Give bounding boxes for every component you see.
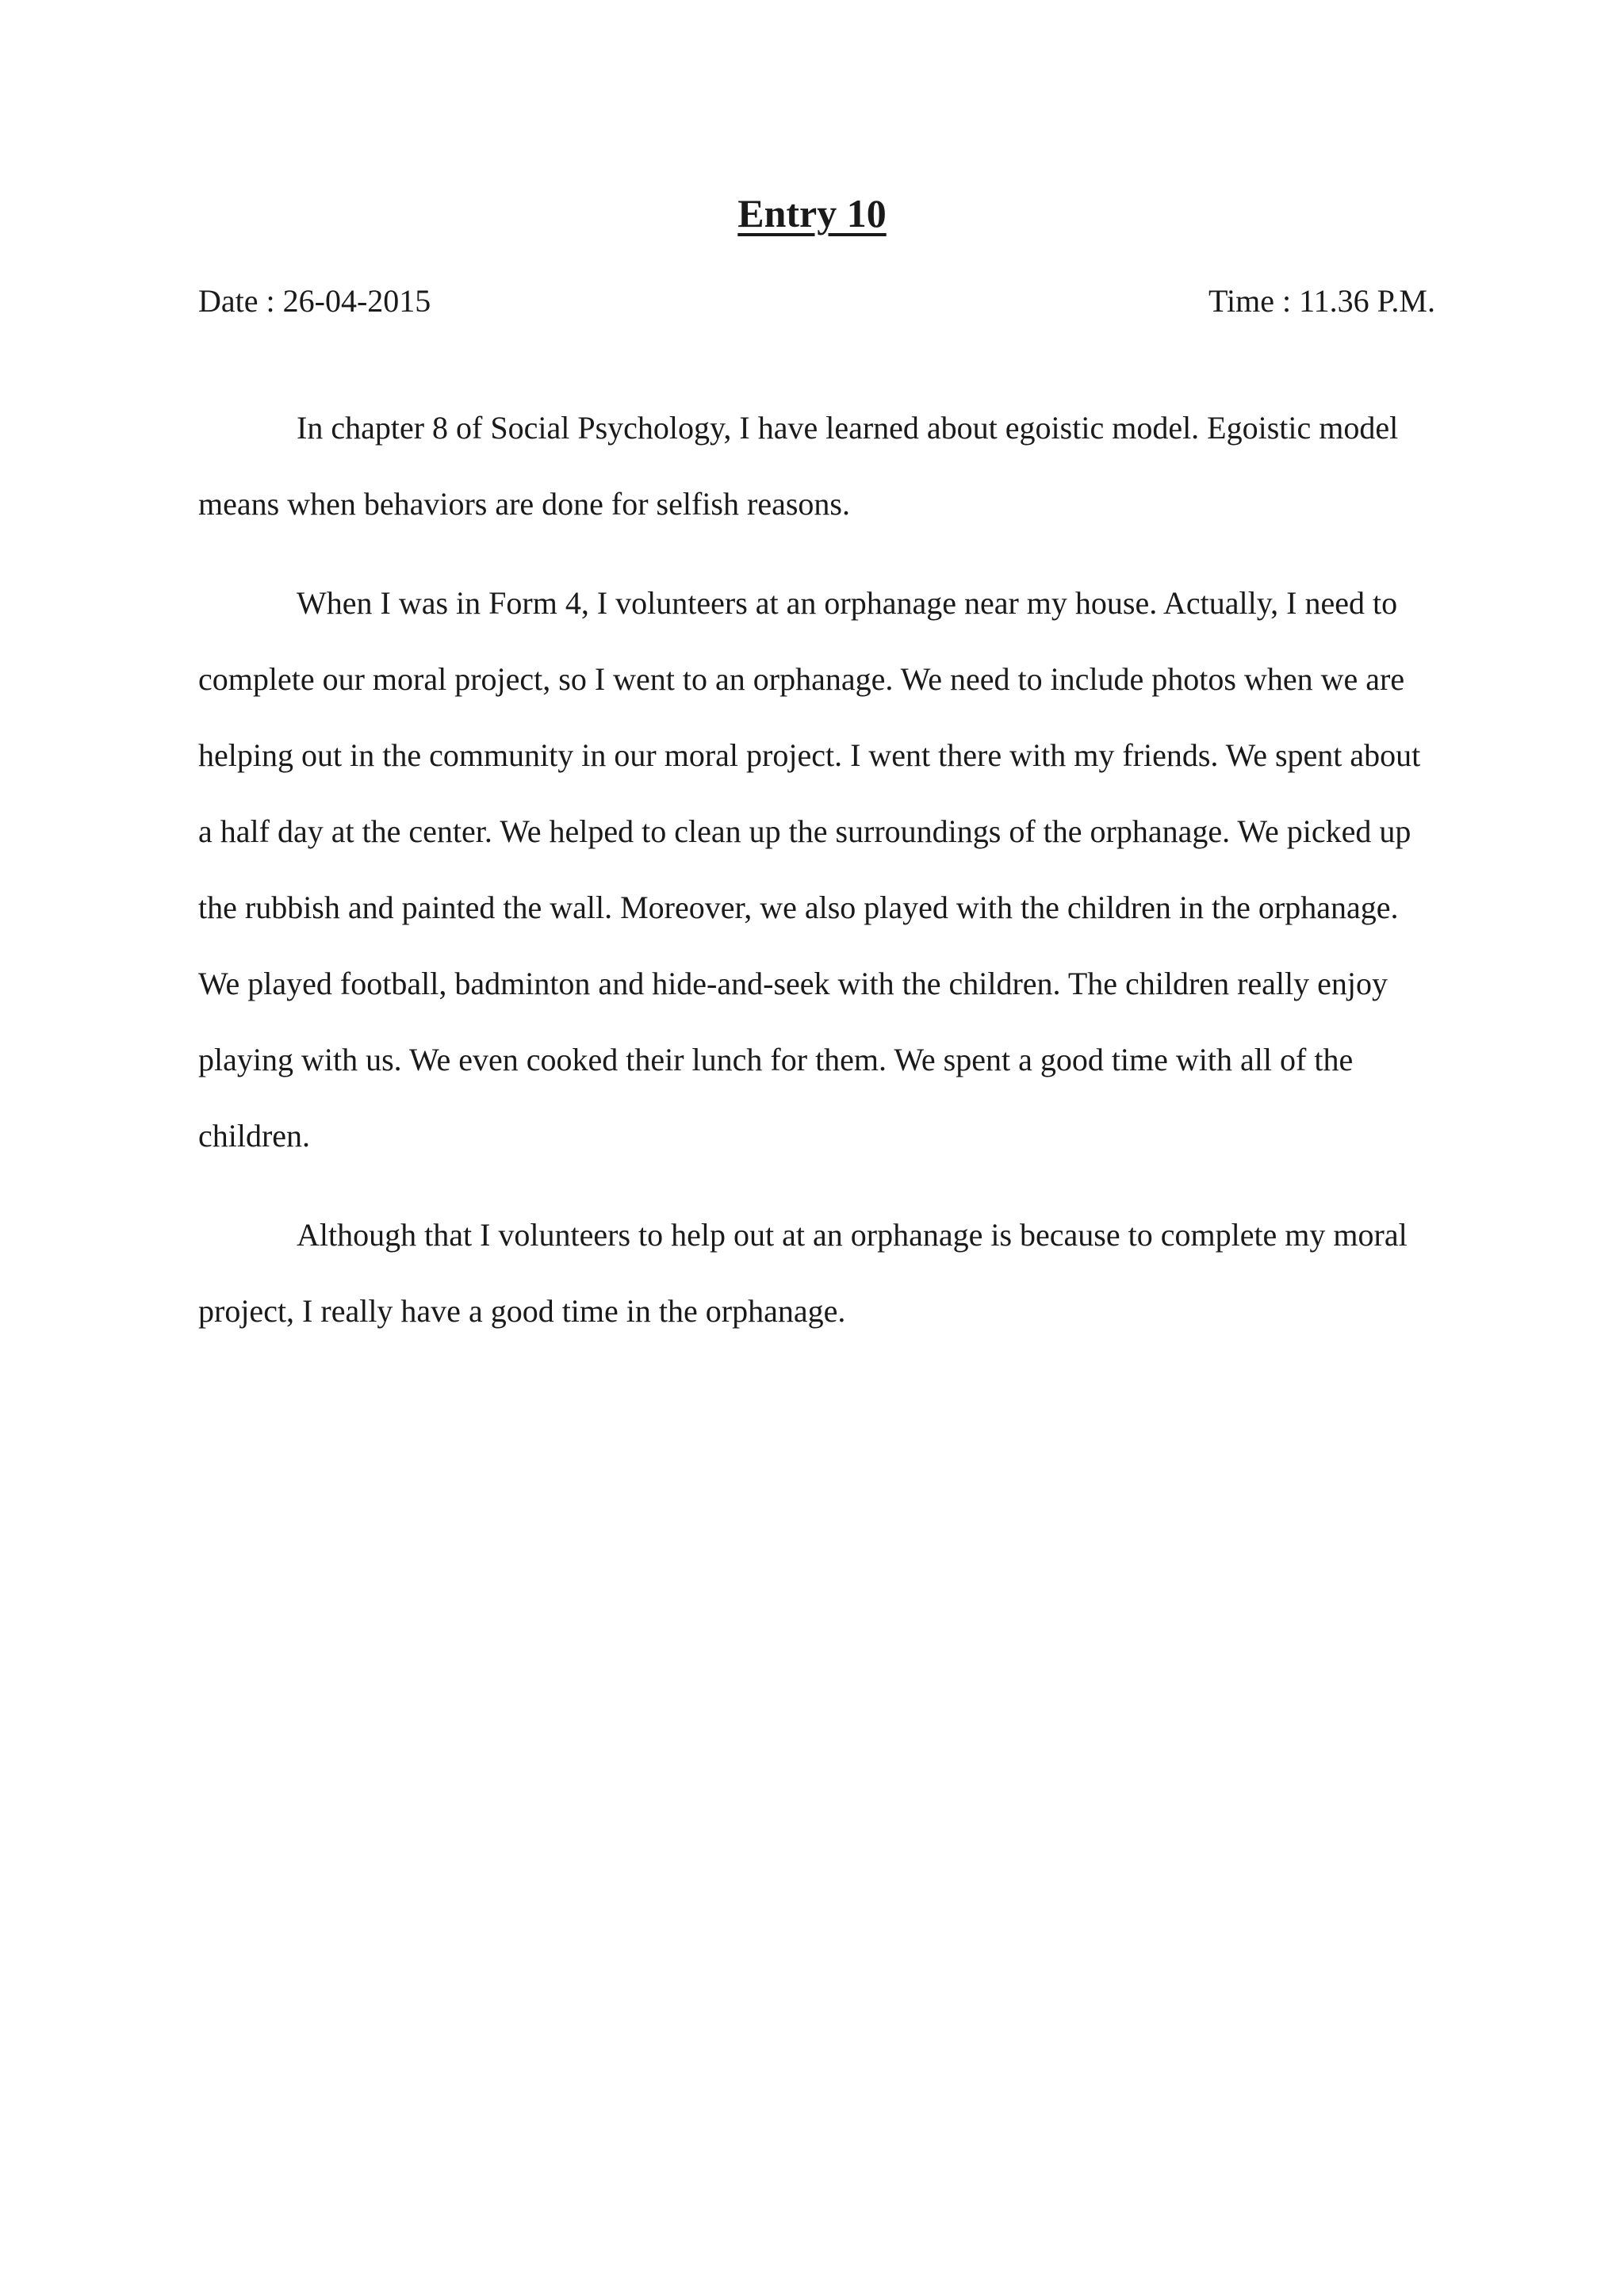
paragraph-1: In chapter 8 of Social Psychology, I have learned about egoistic model. Egoistic model means when behaviors are done for selfish reasons.	[198, 410, 1399, 522]
paragraph-2: When I was in Form 4, I volunteers at an orphanage near my house. Actually, I need to complete our moral project, so I went to an orphanage. We need to include photos when we are helping out in the community in our moral project. I went there with my friends. We spent about a half day at the center. We helped to clean up the surroundings of the orphanage. We picked up the rubbish and painted the wall. Moreover, we also played with the children in the orphanage. We played football, badminton and hide-and-seek with the children. The children really enjoy playing with us. We even cooked their lunch for them. We spent a good time with all of the children.	[198, 585, 1421, 1154]
entry-title: Entry 10	[737, 191, 887, 235]
entry-body	[198, 390, 1435, 1372]
paragraph-3: Although that I volunteers to help out at an orphanage is because to complete my moral project, I really have a good time in the orphanage.	[198, 1217, 1408, 1329]
entry-date: Date : 26-04-2015	[198, 283, 431, 319]
entry-time: Time : 11.36 P.M.	[1208, 283, 1435, 319]
